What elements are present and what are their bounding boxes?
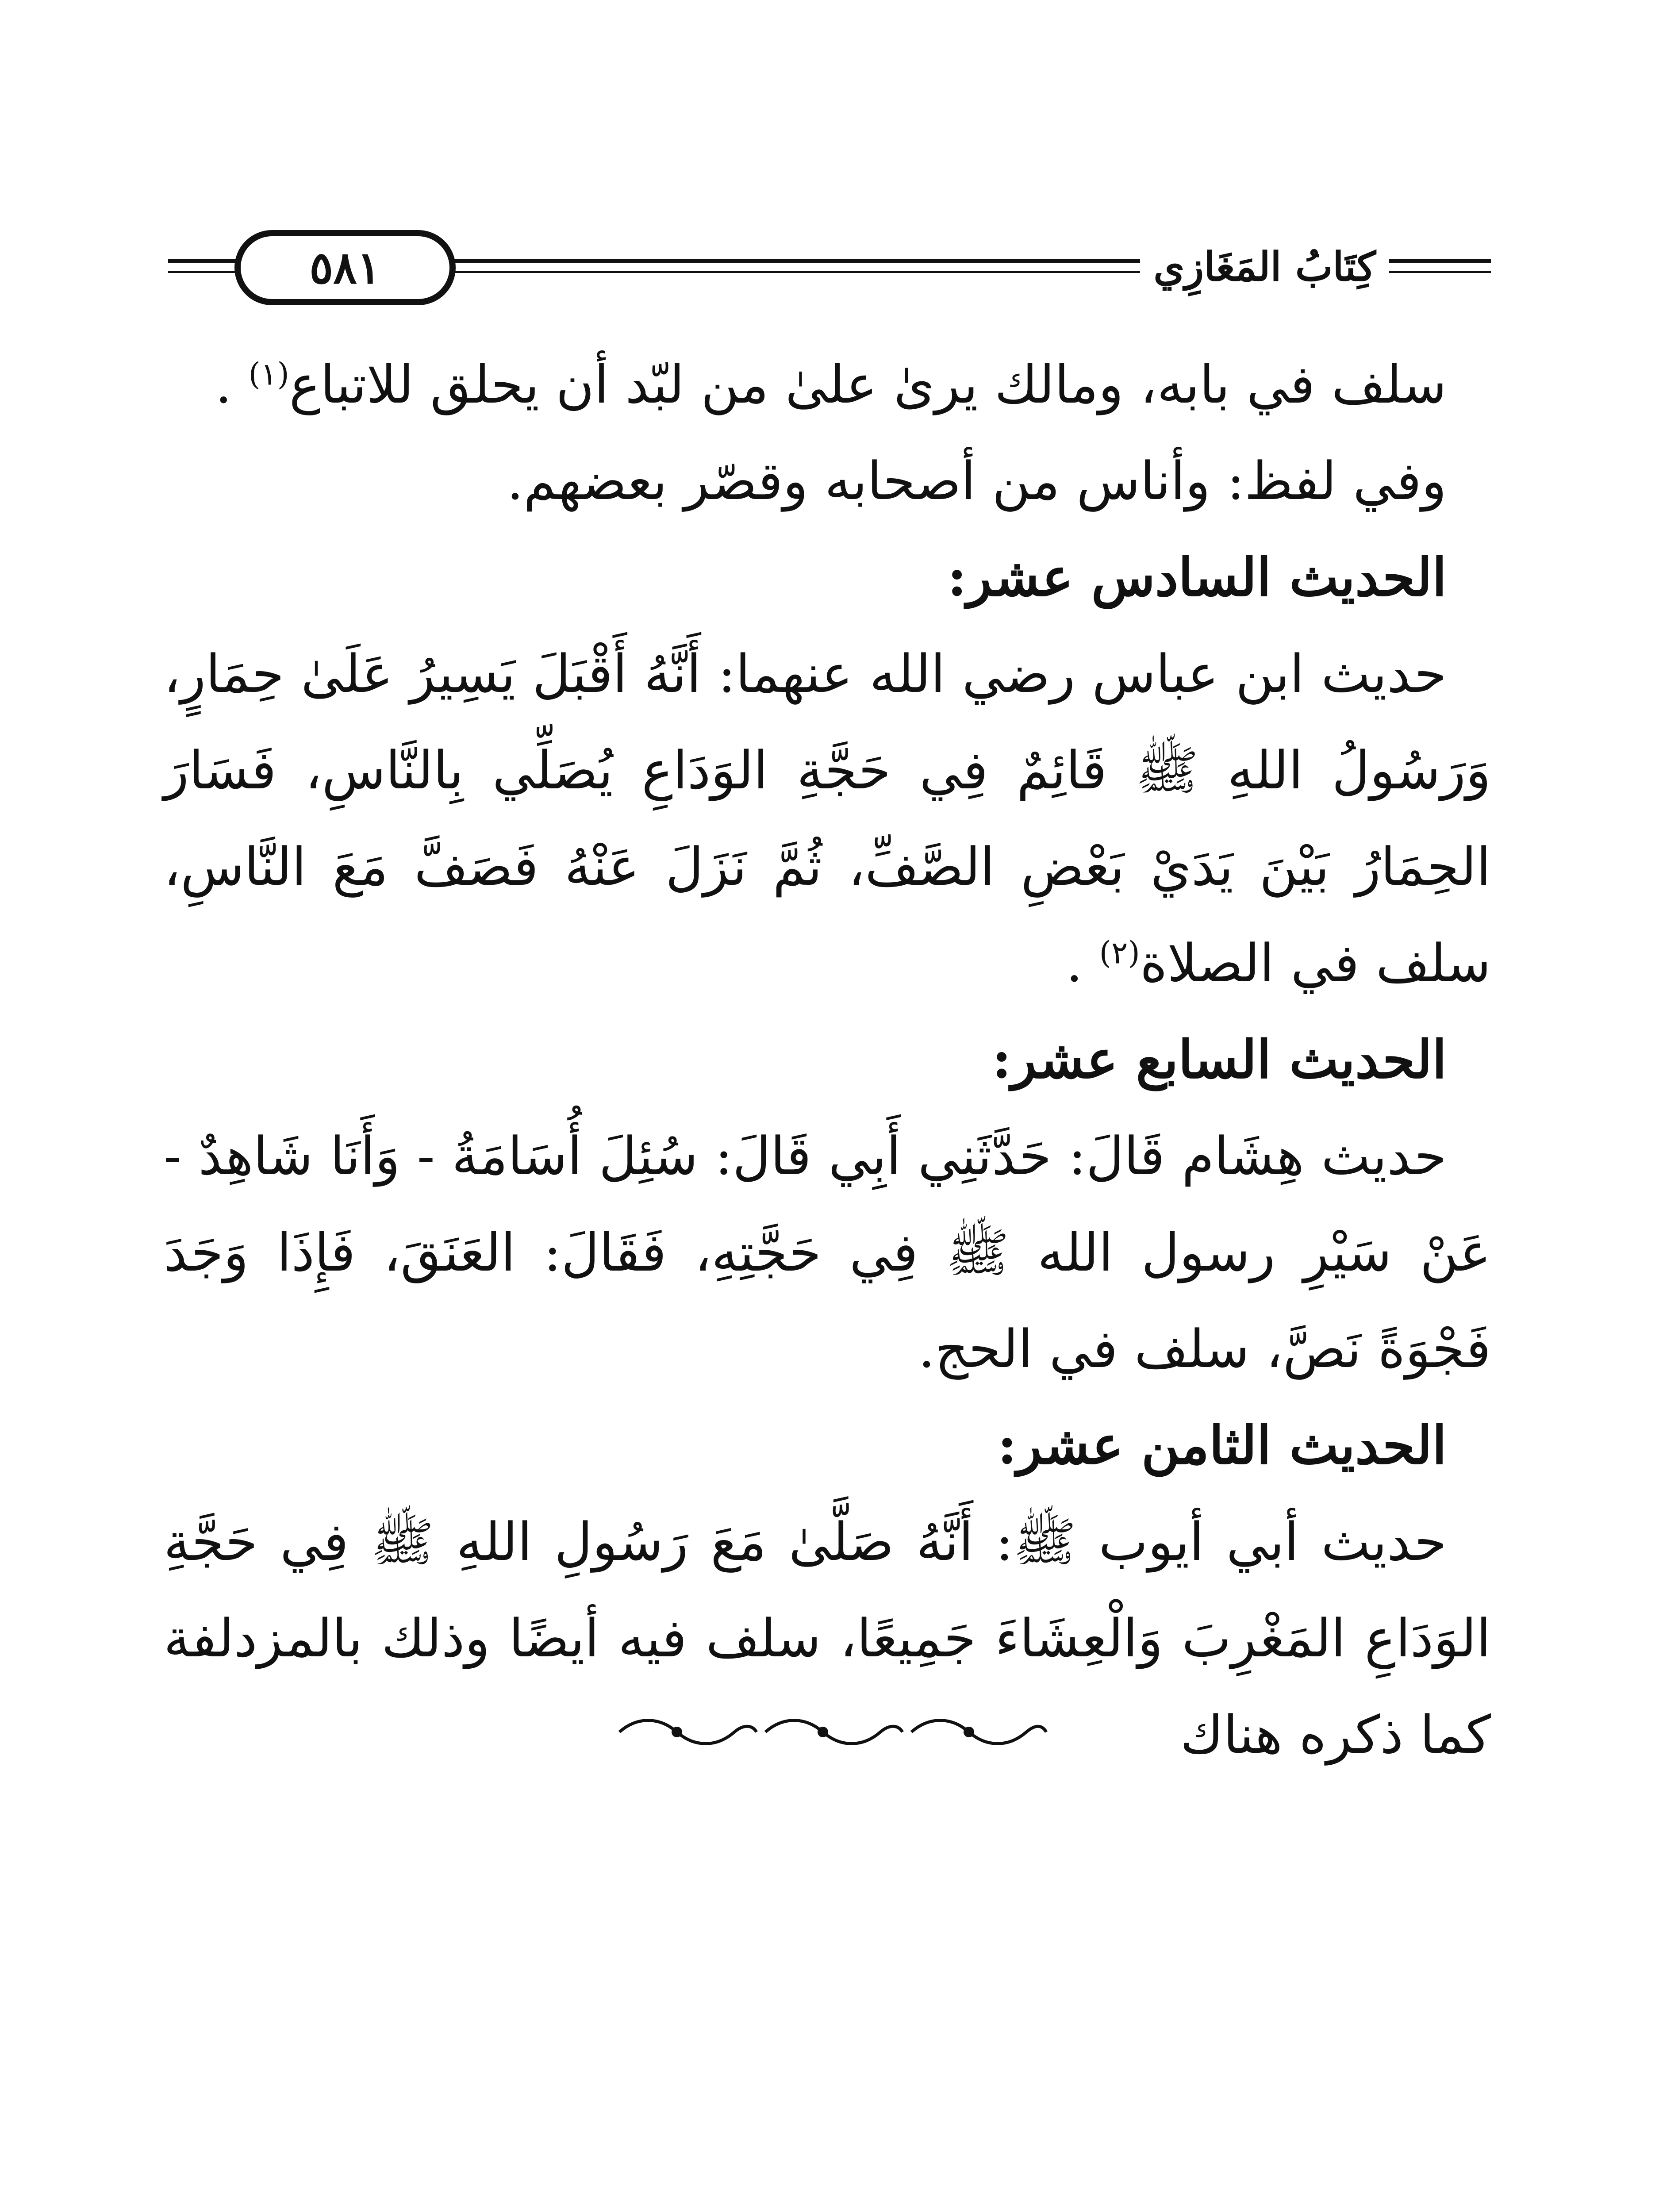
paragraph-text: حديث ابن عباس رضي الله عنهما: أَنَّهُ أَقْبَلَ يَسِيرُ عَلَىٰ حِمَارٍ، وَرَسُولُ اللهِ ﷺ قَائِمٌ فِي حَجَّةِ الوَدَاعِ يُصَلِّي بِالنَّاسِ، فَسَارَ الحِمَارُ بَيْنَ يَدَيْ بَعْضِ الصَّفِّ، ثُمَّ نَزَلَ عَنْهُ فَصَفَّ مَعَ النَّاسِ، سلف في الصلاة (164, 643, 1491, 994)
paragraph-end: . (1066, 933, 1099, 994)
paragraph-text: سلف في بابه، ومالك يرىٰ علىٰ من لبّد أن يحلق للاتباع (289, 354, 1447, 415)
footnote-ref: (٢) (1099, 934, 1140, 971)
section-heading: الحديث السادس عشر: (947, 546, 1447, 608)
section-end-ornament (611, 1712, 1053, 1752)
paragraph (164, 336, 1491, 433)
paragraph: وفي لفظ: وأناس من أصحابه وقصّر بعضهم. (507, 450, 1447, 511)
section-heading: الحديث الثامن عشر: (997, 1414, 1447, 1476)
running-head-title: كِتَابُ المَغَازِي (1140, 243, 1389, 290)
footnote-ref: (١) (248, 356, 289, 392)
section-heading: الحديث السابع عشر: (992, 1029, 1447, 1090)
page-number-frame (234, 230, 456, 305)
paragraph (164, 626, 1491, 1011)
page-number: ٥٨١ (309, 242, 381, 294)
page-header (168, 221, 1491, 310)
paragraph: حديث أبي أيوب ﷺ: أَنَّهُ صَلَّىٰ مَعَ رَسُولِ اللهِ ﷺ فِي حَجَّةِ الوَدَاعِ المَغْرِبَ وَالْعِشَاءَ جَمِيعًا، سلف فيه أيضًا وذلك بالمزدلفة كما ذكره هناك (164, 1511, 1491, 1765)
main-text (164, 336, 1491, 1783)
paragraph: حديث هِشَام قَالَ: حَدَّثَنِي أَبِي قَالَ: سُئِلَ أُسَامَةُ - وَأَنَا شَاهِدٌ - عَنْ سَيْرِ رسول الله ﷺ فِي حَجَّتِهِ، فَقَالَ: العَنَقَ، فَإِذَا وَجَدَ فَجْوَةً نَصَّ، سلف في الحج. (164, 1125, 1491, 1379)
paragraph-end: . (215, 354, 249, 415)
